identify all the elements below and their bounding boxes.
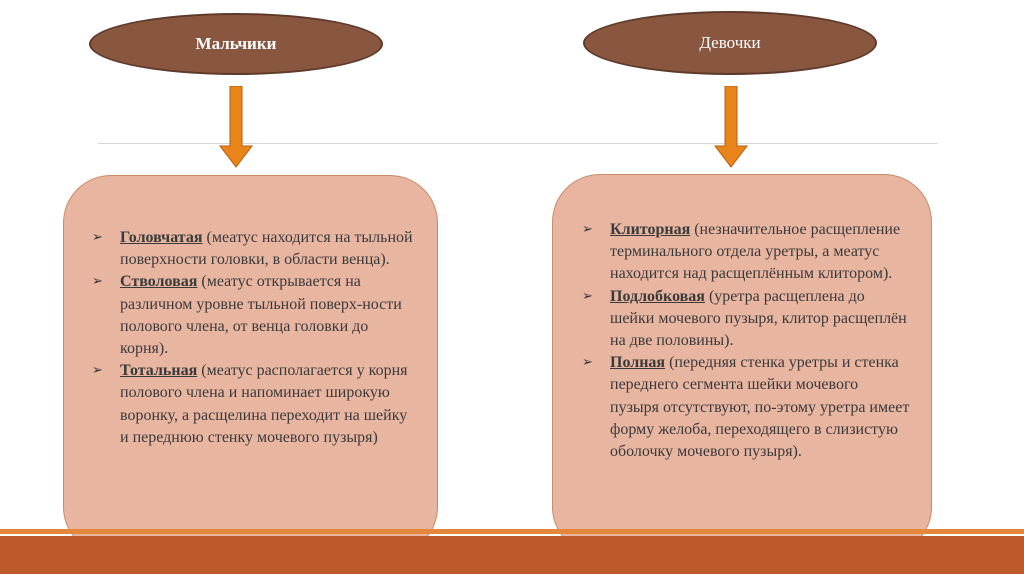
list-item [578, 286, 910, 353]
header-girls [583, 11, 877, 75]
list-item [578, 219, 910, 286]
footer-band [0, 536, 1024, 574]
arrow-bullet-icon: ➢ [582, 222, 593, 237]
item-term: Подлобковая [610, 287, 705, 305]
item-text: (меатус открывается на различном уровне тыльной поверх-ности полового члена, от венца головки до корня). [120, 273, 402, 358]
arrow-bullet-icon: ➢ [582, 355, 593, 371]
item-text: (незначительное расщепление терминального отдела уретры, а меатус находится над расщеплённым клитором). [610, 221, 901, 283]
list-item [88, 271, 416, 360]
girls-forms-list [578, 219, 931, 463]
item-term: Тотальная [120, 362, 198, 380]
header-boys-label: Мальчики [195, 34, 277, 53]
item-text: (меатус находится на тыльной поверхности головки, в области венца). [120, 229, 413, 269]
header-girls-label: Девочки [699, 33, 761, 52]
boys-forms-list [88, 227, 437, 449]
item-term: Полная [610, 354, 666, 372]
arrow-bullet-icon: ➢ [582, 288, 593, 304]
down-arrow-icon [714, 86, 748, 168]
list-item [578, 352, 910, 463]
item-text: (передняя стенка уретры и стенка переднего сегмента шейки мочевого пузыря отсутствуют, по-этому уретра имеет форму желоба, переходящего в слизистую оболочку мочевого пузыря). [610, 354, 910, 461]
arrow-bullet-icon: ➢ [92, 363, 103, 379]
item-text: (меатус располагается у корня полового члена и напоминает широкую воронку, а расщелина переходит на шейку и переднюю стенку мочевого пузыря) [120, 362, 408, 446]
footer-accent-line [0, 529, 1024, 534]
girls-forms-box [552, 174, 932, 555]
header-boys [89, 13, 383, 75]
down-arrow-icon [219, 86, 253, 168]
item-term: Головчатая [120, 229, 203, 246]
list-item [88, 360, 416, 449]
boys-forms-box [63, 175, 438, 555]
item-text: (уретра расщеплена до шейки мочевого пузыря, клитор расщеплён на две половины). [610, 287, 907, 350]
item-term: Стволовая [120, 273, 198, 291]
item-term: Клиторная [610, 221, 691, 238]
arrow-bullet-icon: ➢ [92, 274, 103, 290]
list-item [88, 227, 416, 271]
arrow-bullet-icon: ➢ [92, 230, 103, 245]
